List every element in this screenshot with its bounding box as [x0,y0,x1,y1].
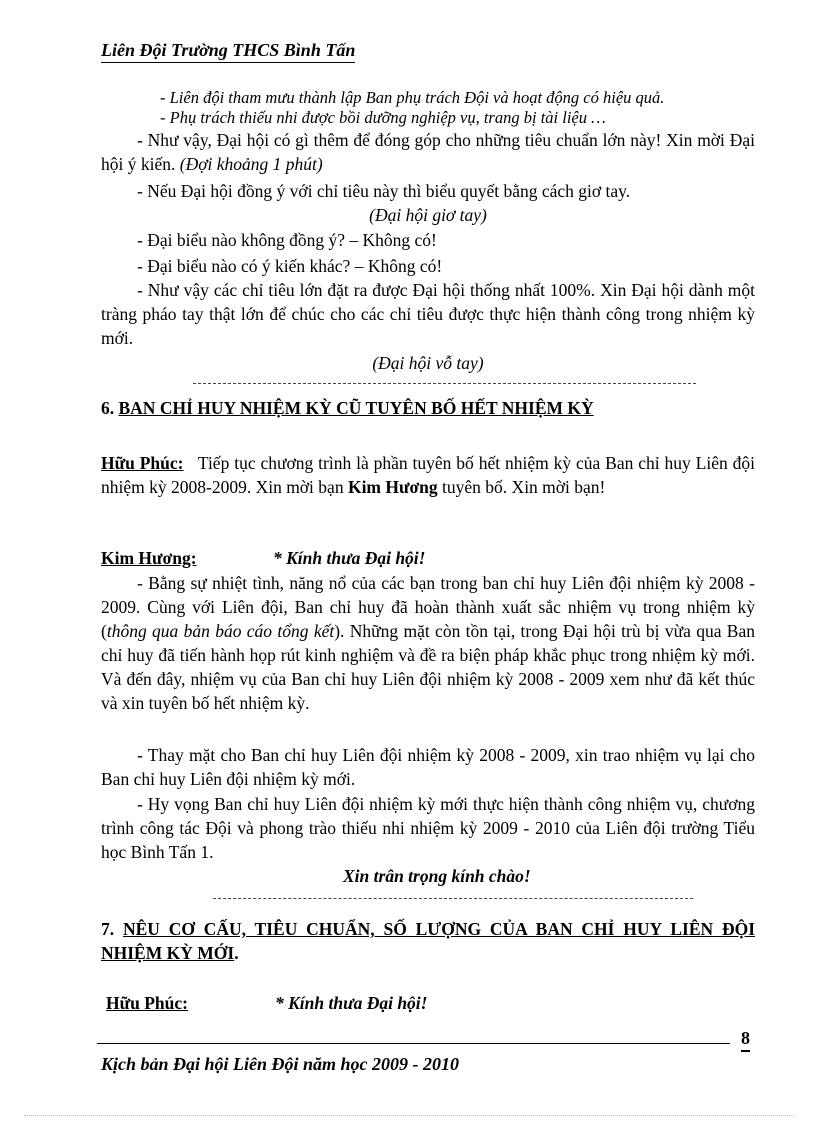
section-number: 7. [101,919,115,939]
speaker-label: Hữu Phúc: [101,453,184,473]
intro-paragraph-4: - Đại biểu nào có ý kiến khác? – Không có! [137,256,443,276]
intro-bullet-1: - Liên đội tham mưu thành lập Ban phụ trách Đội và hoạt động có hiệu quả. [160,88,665,107]
speaker-block-huu-phuc-2 [106,993,188,1014]
stage-note: (Đợi khoảng 1 phút) [179,154,323,174]
speaker-block-kim-huong [101,548,197,569]
section-7-heading: 7. NÊU CƠ CẤU, TIÊU CHUẨN, SỐ LƯỢNG CỦA BAN CHỈ HUY LIÊN ĐỘI NHIỆM KỲ MỚI. [101,919,756,963]
speaker-label: Kim Hương: [101,548,197,568]
intro-paragraph-2: - Nếu Đại hội đồng ý với chỉ tiêu này thì biểu quyết bằng cách giơ tay. [137,181,631,201]
section-divider [213,898,693,899]
footer-rule [97,1043,730,1044]
section-title: BAN CHỈ HUY NHIỆM KỲ CŨ TUYÊN BỐ HẾT NHIỆM KỲ [118,398,594,418]
speaker-block-huu-phuc: Hữu Phúc: Tiếp tục chương trình là phần tuyên bố hết nhiệm kỳ của Ban chỉ huy Liên đội nhiệm kỳ 2008-2009. Xin mời bạn Kim Hương tuyên bố. Xin mời bạn! [101,453,755,497]
page-header: Liên Đội Trường THCS Bình Tấn [101,40,355,63]
page-edge [24,1115,794,1116]
page-footer: Kịch bản Đại hội Liên Đội năm học 2009 - 2010 [101,1054,460,1074]
intro-paragraph-5: - Như vậy các chỉ tiêu lớn đặt ra được Đại hội thống nhất 100%. Xin Đại hội dành một tràng pháo tay thật lớn để chúc cho các chỉ tiêu được thực hiện thành công trong nhiệm kỳ mới. [101,280,755,348]
speech-paragraph-2: - Thay mặt cho Ban chỉ huy Liên đội nhiệm kỳ 2008 - 2009, xin trao nhiệm vụ lại cho Ban chỉ huy Liên đội nhiệm kỳ mới. [101,745,755,789]
speech-paragraph-1: - Bằng sự nhiệt tình, năng nổ của các bạn trong ban chỉ huy Liên đội nhiệm kỳ 2008 - 2009. Cùng với Liên đội, Ban chỉ huy đã hoàn thành xuất sắc nhiệm vụ trong nhiệm kỳ (thông qua bản báo cáo tổng kết). Những mặt còn tồn tại, trong Đại hội trù bị vừa qua Ban chỉ huy đã tiến hành họp rút kinh nghiệm và đề ra biện pháp khắc phục trong nhiệm kỳ mới. Và đến đây, nhiệm vụ của Ban chỉ huy Liên đội nhiệm kỳ 2008 - 2009 xem như đã kết thúc và xin tuyên bố hết nhiệm kỳ. [101,573,755,713]
stage-note: (Đại hội vỗ tay) [372,353,484,373]
speech-paragraph-3: - Hy vọng Ban chỉ huy Liên đội nhiệm kỳ mới thực hiện thành công nhiệm vụ, chương trình công tác Đội và phong trào thiếu nhi nhiệm kỳ 2009 - 2010 của Liên đội trường Tiểu học Bình Tấn 1. [101,794,755,862]
greeting: * Kính thưa Đại hội! [273,548,426,568]
stage-note: (Đại hội giơ tay) [369,205,487,225]
speaker-label: Hữu Phúc: [106,993,188,1013]
section-number: 6. [101,398,115,418]
section-6-heading [101,398,594,419]
section-divider [193,383,696,384]
intro-paragraph-1: - Như vậy, Đại hội có gì thêm để đóng góp cho những tiêu chuẩn lớn này! Xin mời Đại hội ý kiến. (Đợi khoảng 1 phút) [101,130,755,174]
page-number: 8 [741,1028,750,1052]
section-title: NÊU CƠ CẤU, TIÊU CHUẨN, SỐ LƯỢNG CỦA BAN CHỈ HUY LIÊN ĐỘI NHIỆM KỲ MỚI [101,919,756,963]
greeting: * Kính thưa Đại hội! [275,993,428,1013]
intro-paragraph-3: - Đại biểu nào không đồng ý? – Không có! [137,230,437,250]
speaker-name: Kim Hương [347,477,438,497]
intro-bullet-2: - Phụ trách thiếu nhi được bồi dưỡng nghiệp vụ, trang bị tài liệu … [160,108,606,127]
closing-line: Xin trân trọng kính chào! [343,866,531,886]
